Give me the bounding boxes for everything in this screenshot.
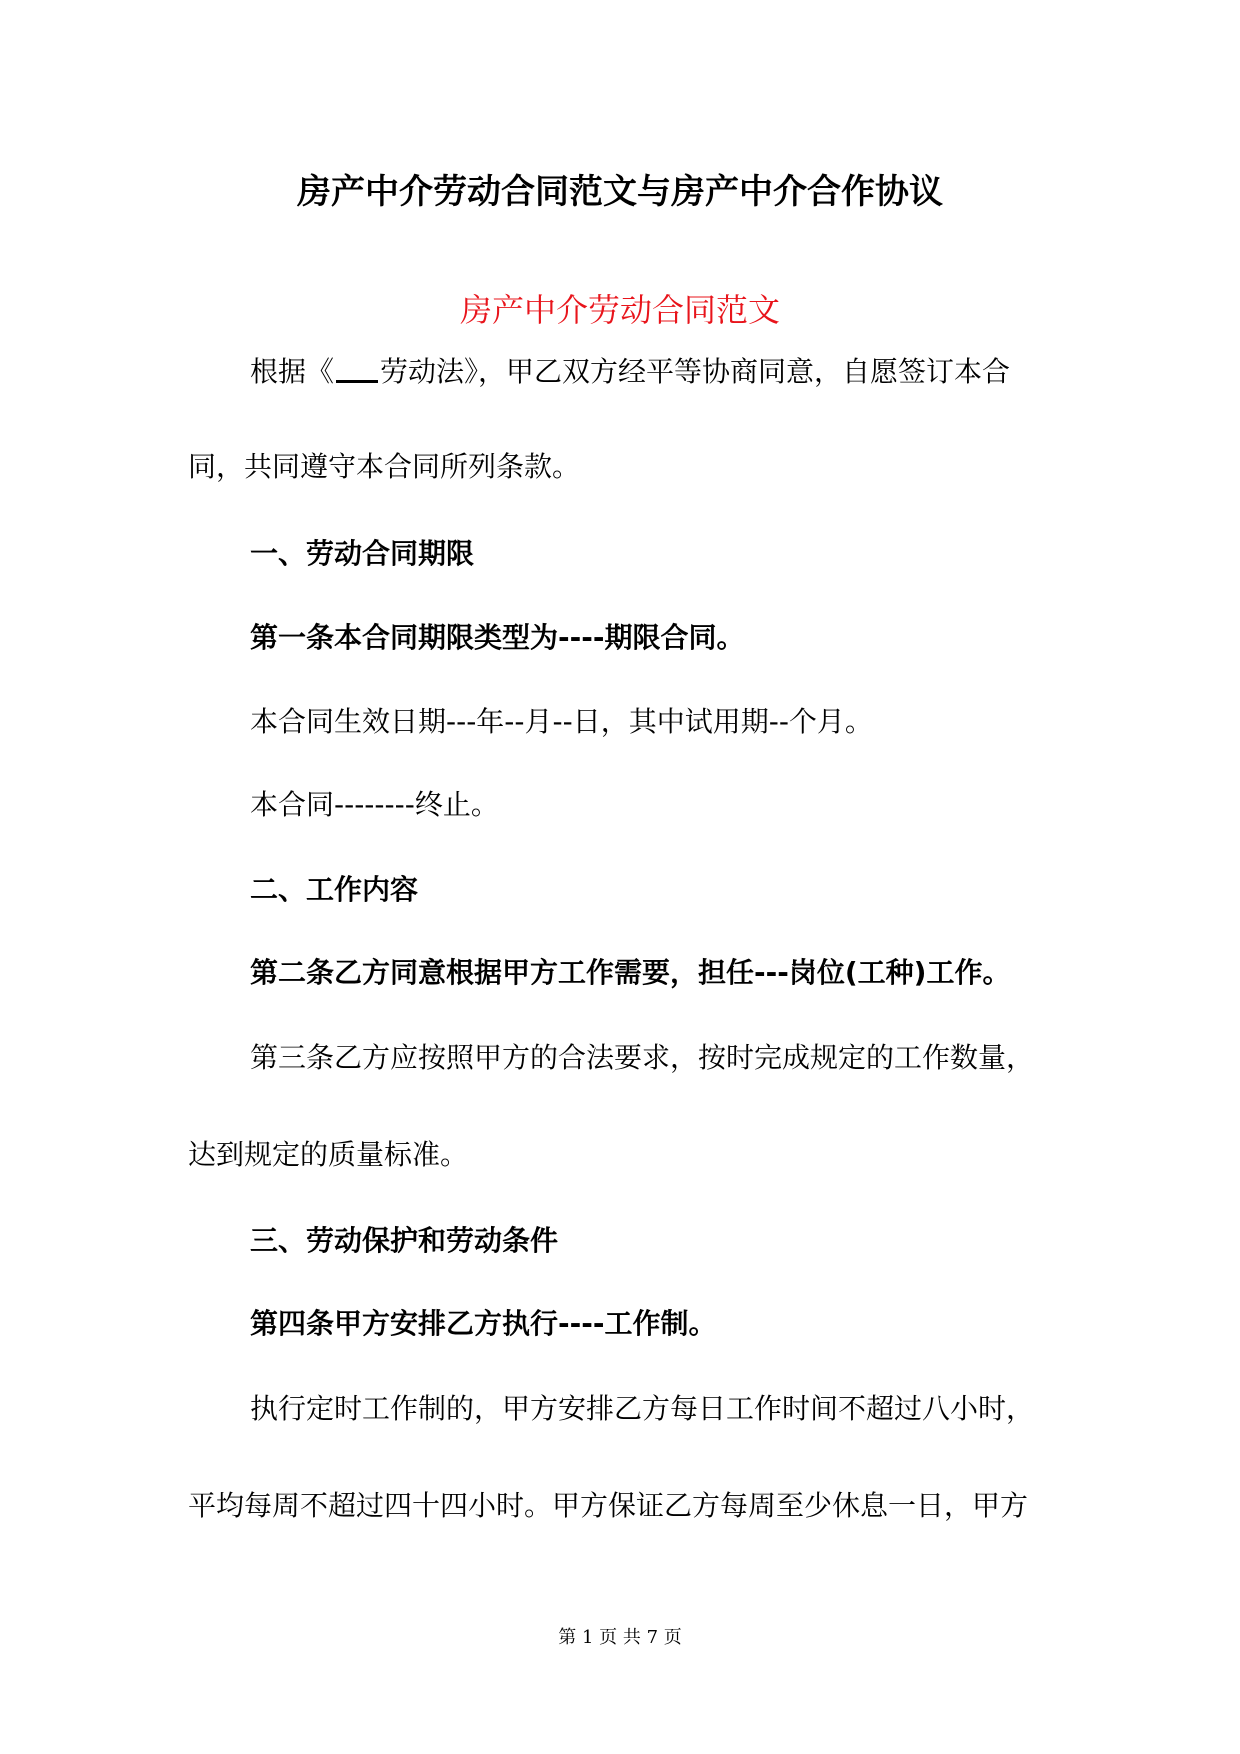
intro-text-after-blank: 劳动法》，甲乙双方经平等协商同意，自愿签订本合	[380, 355, 1011, 388]
hours-line-1: 执行定时工作制的，甲方安排乙方每日工作时间不超过八小时，	[250, 1392, 1035, 1425]
fill-in-blank	[336, 352, 378, 383]
article-3-line-1: 第三条乙方应按照甲方的合法要求，按时完成规定的工作数量，	[250, 1041, 1035, 1074]
heading-contract-term: 一、劳动合同期限	[250, 537, 475, 570]
term-line-1: 本合同生效日期---年--月--日，其中试用期--个月。	[250, 705, 873, 738]
intro-paragraph-line-2: 同，共同遵守本合同所列条款。	[188, 450, 581, 483]
page-title: 房产中介劳动合同范文与房产中介合作协议	[297, 172, 943, 212]
heading-labor-protection: 三、劳动保护和劳动条件	[250, 1224, 559, 1257]
article-3-line-2: 达到规定的质量标准。	[188, 1138, 469, 1171]
hours-line-2: 平均每周不超过四十四小时。甲方保证乙方每周至少休息一日，甲方	[188, 1489, 1029, 1522]
article-1: 第一条本合同期限类型为----期限合同。	[250, 621, 745, 654]
section-title: 房产中介劳动合同范文	[459, 291, 780, 329]
article-4: 第四条甲方安排乙方执行----工作制。	[250, 1307, 717, 1340]
heading-work-content: 二、工作内容	[250, 873, 419, 906]
term-line-2: 本合同--------终止。	[250, 788, 499, 821]
intro-paragraph-line-1	[250, 352, 1010, 390]
page-number-footer: 第 1 页 共 7 页	[558, 1627, 682, 1648]
article-2: 第二条乙方同意根据甲方工作需要，担任---岗位(工种)工作。	[250, 956, 1011, 989]
intro-text-before-blank: 根据《	[250, 355, 335, 388]
